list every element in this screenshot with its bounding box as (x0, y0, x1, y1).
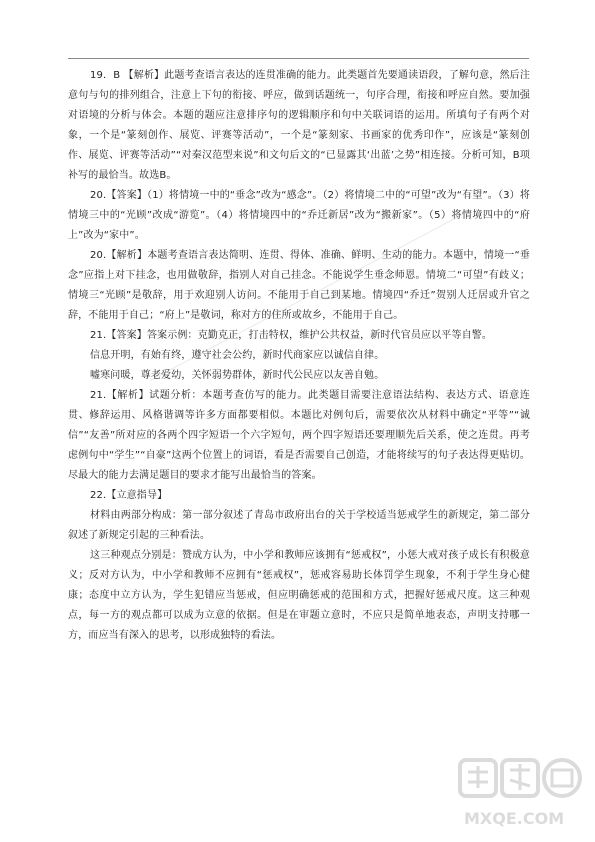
paragraph-q21-analysis: 21.【解析】试题分析：本题考查仿写的能力。此类题目需要注意语法结构、表达方式、语意连贯、修辞运用、风格谐调等许多方面都要相似。本题比对例句后，需要依次从材料中确定“平等”“诚信”“友善”所对应的各两个四字短语一个六字短句，两个四字短语还要理顺先后关系，使之连贯。再考虑例句中“学生”“自豪”这两个位置上的词语，看是否需要自己创造，才能将续写的句子表达得更贴切。尽最大的能力去满足题目的要求才能写出最恰当的答案。 (68, 390, 530, 481)
answer-content (68, 66, 530, 646)
logo-url-text: MXQE.COM (464, 809, 565, 828)
site-logo-watermark (456, 752, 586, 832)
paragraph-q22-material: 材料由两部分构成：第一部分叙述了青岛市政府出台的关于学校适当惩戒学生的新规定，第二部分叙述了新规定引起的三种看法。 (68, 510, 530, 541)
paragraph-q20-analysis: 20.【解析】本题考查语言表达简明、连贯、得体、准确、鲜明、生动的能力。本题中，情境一“垂念”应指上对下挂念，也用做敬辞，指别人对自己挂念。不能说学生垂念师恩。情境二“可望”有歧义；情境三“光顾”是敬辞，用于欢迎别人访问。不能用于自己到某地。情境四“乔迁”贺别人迁居或升官之辞，不能用于自己；“府上”是敬词，称对方的住所或故乡，不能用于自己。 (68, 250, 530, 321)
paragraph-q22-views: 这三种观点分别是：赞成方认为，中小学和教师应该拥有“惩戒权”，小惩大戒对孩子成长有积极意义；反对方认为，中小学和教师不应拥有“惩戒权”，惩戒容易助长体罚学生现象，不利于学生身心健康；态度中立方认为，学生犯错应当惩戒，但应明确惩戒的范围和方式，把握好惩戒尺度。这三种观点，每一方的观点都可以成为立意的依据。但是在审题立意时，不应只是简单地表态，声明支持哪一方，而应当有深入的思考，以形成独特的看法。 (68, 550, 530, 641)
header-rule (68, 58, 529, 59)
paragraph-q20-answer: 20.【答案】（1）将情境一中的“垂念”改为“感念”。（2）将情境二中的“可望”改为“有望”。（3）将情境三中的“光顾”改成“游览”。（4）将情境四中的“乔迁新居”改为“搬新家”。（5）将情境四中的“府上”改为“家中”。 (68, 190, 530, 241)
paragraph-q21-answer: 21.【答案】答案示例：克勤克正，打击特权，维护公共权益，新时代官员应以平等自警。 (90, 330, 493, 341)
paragraph-q21-example-2: 信息开明，有始有终，遵守社会公约，新时代商家应以诚信自律。 (90, 350, 385, 361)
paragraph-q22-title: 22.【立意指导】 (90, 490, 168, 501)
paragraph-q21-example-3: 嘘寒问暖，尊老爱幼，关怀弱势群体，新时代公民应以友善自勉。 (90, 370, 385, 381)
paragraph-q19-analysis: 19．B 【解析】此题考查语言表达的连贯准确的能力。此类题首先要通读语段，了解句意，然后注意句与句的排列组合，注意上下句的衔接、呼应，做到话题统一，句序合理，衔接和呼应自然。要加强对语境的分析与体会。本题的题应注意排序句的逻辑顺序和句中关联词语的运用。所填句子有两个对象，一个是“篆刻创作、展览、评赛等活动”，一个是“篆刻家、书画家的优秀印作”，应该是“篆刻创作、展览、评赛等活动”“对秦汉范型来说”和文句后文的“已显露其‘出蓝’之势”相连接。分析可知，B项补写的最恰当。故选B。 (68, 70, 530, 181)
